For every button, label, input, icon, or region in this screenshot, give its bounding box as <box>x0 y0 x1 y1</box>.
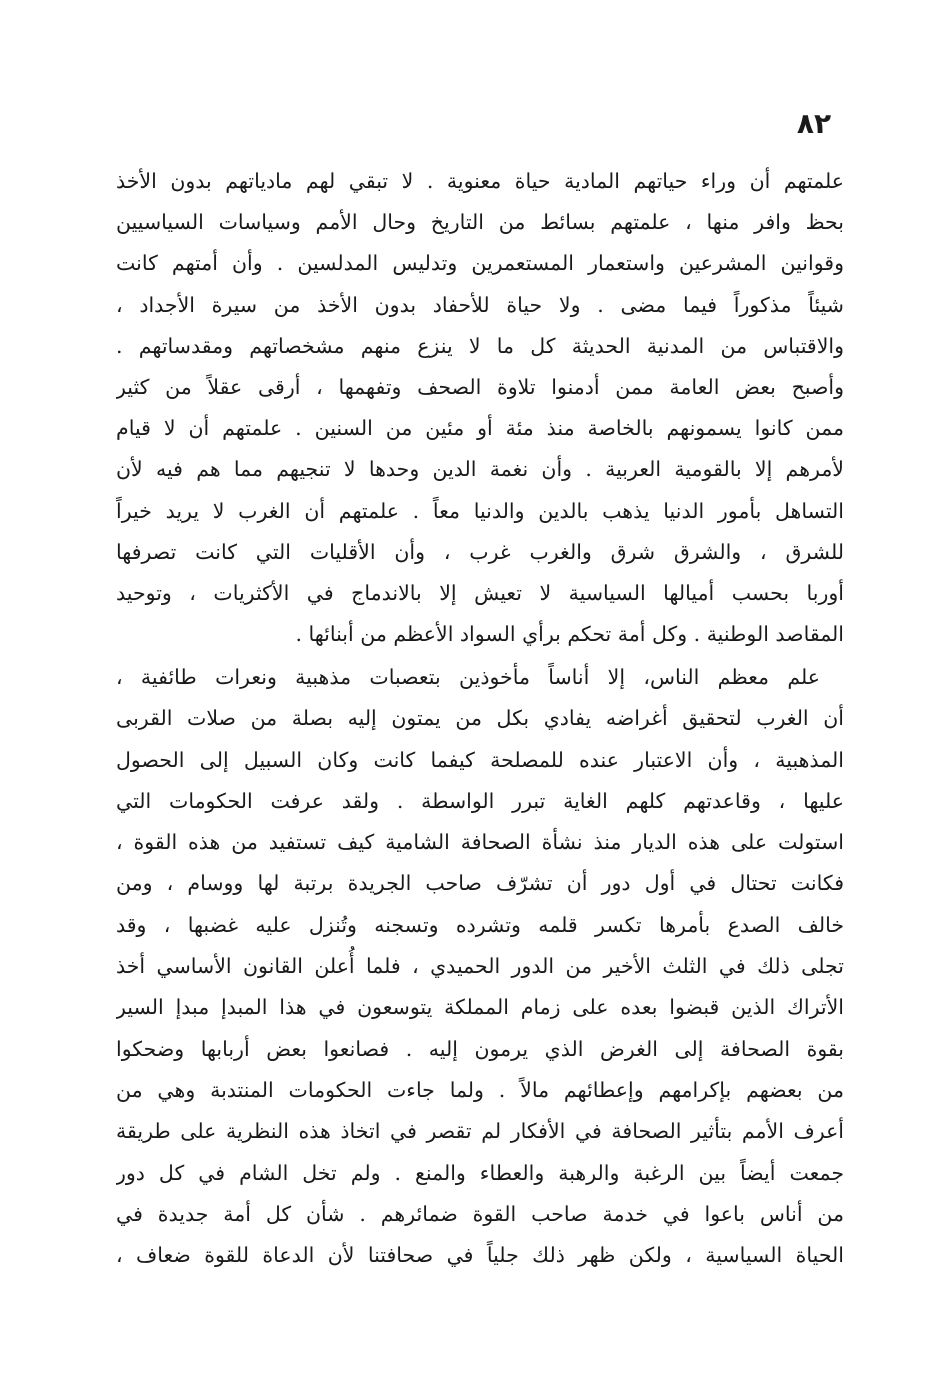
text-line: المذهبية ، وأن الاعتبار عنده للمصلحة كيفما كانت وكان السبيل إلى الحصول <box>116 747 844 772</box>
text-line: للشرق ، والشرق شرق والغرب غرب ، وأن الأقليات التي كانت تصرفها <box>116 539 844 564</box>
text-line: وقوانين المشرعين واستعمار المستعمرين وتدليس المدلسين . وأن أمتهم كانت <box>116 251 844 276</box>
text-line: بقوة الصحافة إلى الغرض الذي يرمون إليه . فصانعوا بعض أربابها وضحكوا <box>116 1036 844 1061</box>
text-line: استولت على هذه الديار منذ نشأة الصحافة الشامية كيف تستفيد من هذه القوة ، <box>116 830 844 855</box>
text-line: من بعضهم بإكرامهم وإعطائهم مالاً . ولما جاءت الحكومات المنتدبة وهي من <box>116 1077 844 1102</box>
text-line: والاقتباس من المدنية الحديثة كل ما لا ينزع منهم مشخصاتهم ومقدساتهم . <box>116 333 844 358</box>
text-line: جمعت أيضاً بين الرغبة والرهبة والعطاء والمنع . ولم تخل الشام في كل دور <box>116 1160 844 1185</box>
text-line: أن الغرب لتحقيق أغراضه يفادي بكل من يمتون إليه بصلة من صلات القربى <box>116 706 844 731</box>
text-line: شيئاً مذكوراً فيما مضى . ولا حياة للأحفاد بدون الأخذ من سيرة الأجداد ، <box>116 292 844 317</box>
paragraph-1 <box>116 161 844 655</box>
text-line: ممن كانوا يسمونهم بالخاصة منذ مئة أو مئين من السنين . علمتهم أن لا قيام <box>116 416 844 441</box>
text-line: أعرف الأمم بتأثير الصحافة في الأفكار لم تقصر في اتخاذ هذه النظرية على طريقة <box>116 1119 844 1144</box>
paragraph-2 <box>116 657 844 1276</box>
text-line: أوربا بحسب أميالها السياسية لا تعيش إلا بالاندماج في الأكثريات ، وتوحيد <box>116 580 844 605</box>
text-line: وأصبح بعض العامة ممن أدمنوا تلاوة الصحف وتفهمها ، أرقى عقلاً من كثير <box>116 374 844 399</box>
text-line: بحظ وافر منها ، علمتهم بسائط من التاريخ وحال الأمم وسياسات السياسيين <box>116 210 844 235</box>
text-line: فكانت تحتال في أول دور أن تشرّف صاحب الجريدة برتبة لها ووسام ، ومن <box>116 871 844 896</box>
text-line: من أناس باعوا في خدمة صاحب القوة ضمائرهم . شأن كل أمة جديدة في <box>116 1201 844 1226</box>
text-line: علم معظم الناس، إلا أناساً مأخوذين بتعصبات مذهبية ونعرات طائفية ، <box>116 665 820 689</box>
text-line: الحياة السياسية ، ولكن ظهر ذلك جلياً في صحافتنا لأن الدعاة للقوة ضعاف ، <box>116 1243 844 1268</box>
page-number: ٨٢ <box>796 107 832 140</box>
text-line: تجلى ذلك في الثلث الأخير من الدور الحميدي ، فلما أُعلن القانون الأساسي أخذ <box>116 954 844 979</box>
text-line: التساهل بأمور الدنيا يذهب بالدين والدنيا معاً . علمتهم أن الغرب لا يريد خيراً <box>116 498 844 523</box>
text-line: عليها ، وقاعدتهم كلهم الغاية تبرر الواسطة . ولقد عرفت الحكومات التي <box>116 788 844 813</box>
text-line: الأتراك الذين قبضوا بعده على زمام المملكة يتوسعون في هذا المبدإ مبدإ السير <box>116 995 844 1020</box>
text-line: علمتهم أن وراء حياتهم المادية حياة معنوية . لا تبقي لهم مادياتهم بدون الأخذ <box>116 169 844 193</box>
text-line: خالف الصدع بأمرها تكسر قلمه وتشرده وتسجنه وتُنزل عليه غضبها ، وقد <box>116 912 844 937</box>
text-line: لأمرهم إلا بالقومية العربية . وأن نغمة الدين وحدها لا تنجيهم مما هم فيه لأن <box>116 457 844 482</box>
text-line: المقاصد الوطنية . وكل أمة تحكم برأي السواد الأعظم من أبنائها . <box>295 622 844 647</box>
